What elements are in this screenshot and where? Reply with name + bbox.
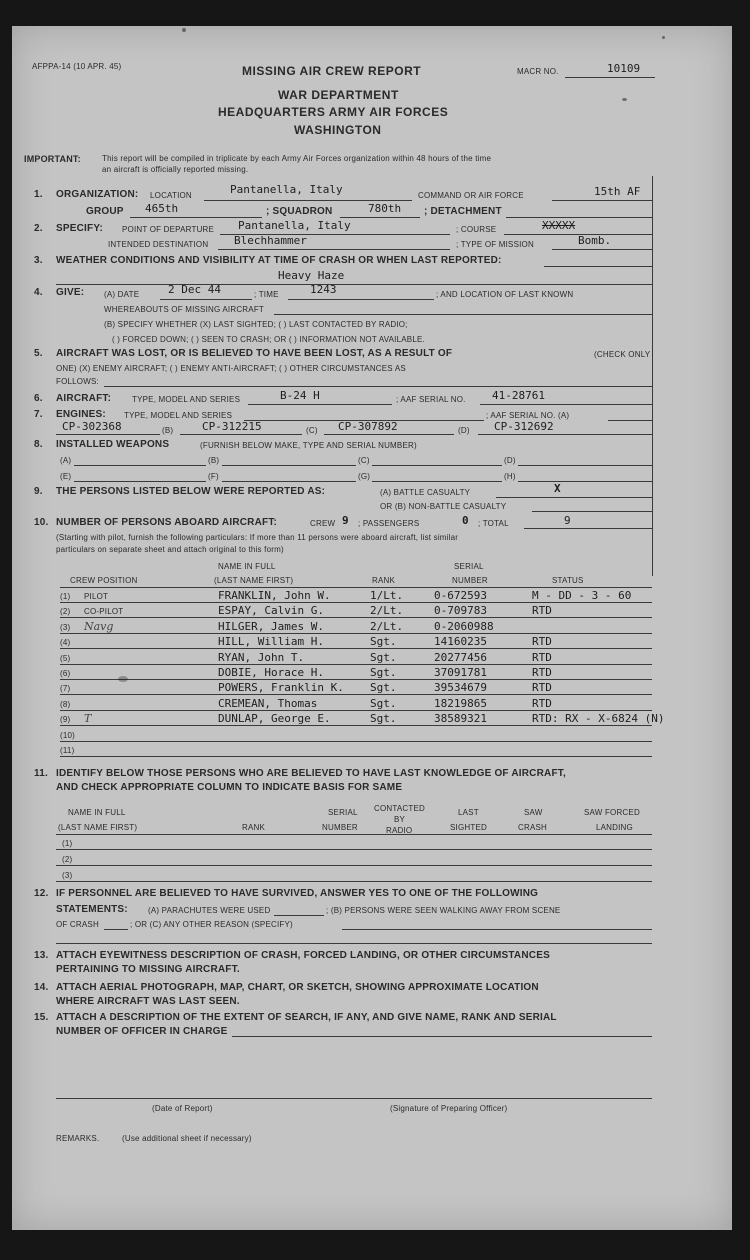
s11-row-1: (1) — [62, 839, 73, 848]
s11-row-2: (2) — [62, 855, 73, 864]
parachutes-line — [274, 915, 324, 916]
item-15-line-2: NUMBER OF OFFICER IN CHARGE — [56, 1026, 228, 1037]
officer-line — [232, 1036, 652, 1037]
engines-label: ENGINES: — [56, 409, 106, 420]
crew-row-status: RTD: RX - X-6824 (N) — [532, 712, 665, 726]
s11-header-contact-2: BY — [394, 815, 406, 824]
crew-row-rank: 2/Lt. — [370, 619, 404, 633]
crew-row-rank: Sgt. — [370, 635, 397, 649]
crew-row-name: CREMEAN, Thomas — [218, 696, 318, 710]
engine-d-serial: CP-312692 — [494, 420, 554, 433]
other-reason-line — [342, 929, 652, 930]
crew-row-rank: Sgt. — [370, 681, 397, 695]
item-12-other: ; OR (C) ANY OTHER REASON (SPECIFY) — [130, 920, 293, 929]
crew-row-position: CO-PILOT — [84, 607, 124, 617]
crew-row-name: DOBIE, Horace H. — [218, 666, 324, 679]
crew-row-serial: 0-672593 — [434, 589, 487, 602]
passengers-count: 0 — [462, 514, 469, 527]
engines-type-label: TYPE, MODEL AND SERIES — [124, 411, 233, 420]
crew-row-serial: 39534679 — [434, 681, 487, 695]
item-15-number: 15. — [34, 1012, 49, 1023]
aircraft-type-line — [248, 404, 392, 405]
battle-casualty-mark: X — [554, 482, 561, 495]
s11-header-forced-2: LANDING — [596, 823, 633, 832]
department-title: WAR DEPARTMENT — [278, 88, 399, 102]
row-line — [60, 694, 652, 695]
crew-row-name: ESPAY, Calvin G. — [218, 604, 324, 618]
destination-value: Blechhammer — [234, 234, 307, 247]
command-value: 15th AF — [594, 185, 641, 198]
crew-header-status: STATUS — [552, 576, 584, 585]
crew-header-position: CREW POSITION — [70, 576, 138, 585]
item-3-number: 3. — [34, 255, 43, 266]
give-label: GIVE: — [56, 287, 85, 298]
engine-c-label: (C) — [306, 426, 318, 435]
crew-row-no: (3) — [60, 622, 71, 632]
organization-label: ORGANIZATION: — [56, 189, 139, 200]
s11-header-name-2: (LAST NAME FIRST) — [58, 823, 138, 832]
item-13-line-2: PERTAINING TO MISSING AIRCRAFT. — [56, 964, 240, 975]
item-4-number: 4. — [34, 287, 43, 298]
battle-casualty-label: (A) BATTLE CASUALTY — [380, 488, 471, 497]
item-5-line-1: AIRCRAFT WAS LOST, OR IS BELIEVED TO HAVE BEEN LOST, AS A RESULT OF — [56, 348, 453, 359]
item-5-check-only: (CHECK ONLY — [594, 350, 651, 359]
weapon-h-line — [518, 481, 652, 482]
aircraft-type-value: B-24 H — [280, 389, 320, 402]
crash-line — [104, 929, 128, 930]
item-6-number: 6. — [34, 393, 43, 404]
crew-header-name-2: (LAST NAME FIRST) — [214, 576, 294, 585]
item-2-number: 2. — [34, 223, 43, 234]
date-label: (A) DATE — [104, 290, 140, 299]
s11-header-serial-1: SERIAL — [328, 808, 358, 817]
crew-header-name-1: NAME IN FULL — [218, 562, 276, 571]
course-value: XXXXX — [542, 219, 576, 232]
specify-label: SPECIFY: — [56, 223, 103, 234]
total-count: 9 — [564, 514, 571, 527]
battle-casualty-line — [496, 497, 652, 498]
crew-row-name: FRANKLIN, John W. — [218, 589, 331, 602]
date-line — [160, 299, 252, 300]
crew-count: 9 — [342, 514, 349, 527]
detachment-line — [506, 217, 652, 218]
forced-down-line: ( ) FORCED DOWN; ( ) SEEN TO CRASH; OR ( ) INFORMATION NOT AVAILABLE. — [112, 335, 425, 344]
crew-row-name: HILGER, James W. — [218, 619, 324, 633]
date-value: 2 Dec 44 — [168, 283, 221, 296]
important-line-2: an aircraft is officially reported missing. — [102, 165, 249, 174]
weapon-c-line — [372, 465, 502, 466]
mission-label: ; TYPE OF MISSION — [456, 240, 534, 249]
macr-number: 10109 — [607, 62, 641, 75]
item-14-number: 14. — [34, 982, 49, 993]
engine-d-label: (D) — [458, 426, 470, 435]
crew-row-no: (5) — [60, 653, 71, 663]
item-8-number: 8. — [34, 439, 43, 450]
crew-row-no: (7) — [60, 684, 71, 694]
signature-label: (Signature of Preparing Officer) — [390, 1104, 508, 1113]
item-12-crash: OF CRASH — [56, 920, 99, 929]
group-label: GROUP — [86, 206, 124, 217]
remarks-note: (Use additional sheet if necessary) — [122, 1134, 252, 1143]
other-reason-line-2 — [56, 943, 652, 944]
date-of-report-label: (Date of Report) — [152, 1104, 213, 1113]
speck — [662, 36, 665, 39]
destination-label: INTENDED DESTINATION — [108, 240, 209, 249]
item-5-number: 5. — [34, 348, 43, 359]
location-line — [204, 200, 412, 201]
non-battle-casualty-line — [532, 511, 652, 512]
location-label: LOCATION — [150, 191, 192, 200]
persons-aboard-label: NUMBER OF PERSONS ABOARD AIRCRAFT: — [56, 517, 278, 528]
item-5-line — [104, 386, 652, 387]
whereabouts-label: WHEREABOUTS OF MISSING AIRCRAFT — [104, 305, 264, 314]
row-line — [60, 679, 652, 680]
weapons-sub-label: (FURNISH BELOW MAKE, TYPE AND SERIAL NUMBER) — [200, 441, 417, 450]
engine-a-serial: CP-302368 — [62, 420, 122, 433]
row-line — [60, 664, 652, 665]
persons-reported-label: THE PERSONS LISTED BELOW WERE REPORTED AS: — [56, 486, 326, 497]
weapon-e-label: (E) — [60, 472, 72, 481]
crew-row-rank: Sgt. — [370, 666, 397, 679]
item-13-line-1: ATTACH EYEWITNESS DESCRIPTION OF CRASH, FORCED LANDING, OR OTHER CIRCUMSTANCES — [56, 950, 550, 961]
weather-line-2 — [56, 284, 652, 285]
crew-row-rank: 1/Lt. — [370, 589, 404, 602]
non-battle-casualty-label: OR (B) NON-BATTLE CASUALTY — [380, 502, 507, 511]
item-11-number: 11. — [34, 768, 48, 779]
row-line — [60, 617, 652, 618]
crew-row-name: HILL, William H. — [218, 635, 324, 649]
row-line — [60, 648, 652, 649]
crew-row-serial: 0-709783 — [434, 604, 487, 618]
whereabouts-line — [274, 314, 652, 315]
macr-line — [565, 77, 655, 78]
row-line — [60, 741, 652, 742]
engine-b-serial: CP-312215 — [202, 420, 262, 433]
crew-row-rank: Sgt. — [370, 650, 397, 664]
s11-row-3: (3) — [62, 871, 73, 880]
row-line — [60, 725, 652, 726]
crew-row-status: RTD — [532, 666, 552, 679]
weapon-d-label: (D) — [504, 456, 516, 465]
crew-row-name: DUNLAP, George E. — [218, 712, 331, 726]
persons-note-2: particulars on separate sheet and attach original to this form) — [56, 545, 284, 554]
time-value: 1243 — [310, 283, 337, 296]
item-13-number: 13. — [34, 950, 49, 961]
item-1-number: 1. — [34, 189, 43, 200]
important-line-1: This report will be compiled in triplicate by each Army Air Forces organization within 48 hours of the time — [102, 154, 492, 163]
crew-row-status: RTD — [532, 681, 552, 695]
speck — [622, 98, 627, 101]
engine-c-serial: CP-307892 — [338, 420, 398, 433]
command-label: COMMAND OR AIR FORCE — [418, 191, 524, 200]
item-15-line-1: ATTACH A DESCRIPTION OF THE EXTENT OF SEARCH, IF ANY, AND GIVE NAME, RANK AND SERIAL — [56, 1012, 557, 1023]
location-value: Pantanella, Italy — [230, 183, 343, 196]
s11-header-line — [56, 834, 652, 835]
engine-b-line — [180, 434, 302, 435]
engines-serial-label: ; AAF SERIAL NO. (A) — [486, 411, 570, 420]
crew-row-serial: 20277456 — [434, 650, 487, 664]
crew-row-rank: Sgt. — [370, 696, 397, 710]
crew-header-serial-2: NUMBER — [452, 576, 488, 585]
item-5-line-2: ONE) (X) ENEMY AIRCRAFT; ( ) ENEMY ANTI-AIRCRAFT; ( ) OTHER CIRCUMSTANCES AS — [56, 364, 406, 373]
engine-d-line — [478, 434, 652, 435]
item-14-line-2: WHERE AIRCRAFT WAS LAST SEEN. — [56, 996, 240, 1007]
destination-line — [218, 249, 450, 250]
s11-header-contact-3: RADIO — [386, 826, 413, 835]
crew-row-no: (10) — [60, 730, 76, 740]
crew-row-rank: Sgt. — [370, 712, 397, 726]
item-5-line-3: FOLLOWS: — [56, 377, 99, 386]
crew-row-no: (8) — [60, 699, 71, 709]
crew-row-serial: 14160235 — [434, 635, 487, 649]
time-label: ; TIME — [254, 290, 279, 299]
weapon-a-label: (A) — [60, 456, 72, 465]
weapon-b-line — [222, 465, 356, 466]
crew-row-serial: 0-2060988 — [434, 619, 494, 633]
time-line — [288, 299, 434, 300]
weapon-d-line — [518, 465, 652, 466]
engine-b-label: (B) — [162, 426, 174, 435]
city-title: WASHINGTON — [294, 123, 382, 137]
s11-row-2-line — [56, 865, 652, 866]
passengers-label: ; PASSENGERS — [358, 519, 420, 528]
course-label: ; COURSE — [456, 225, 497, 234]
item-10-number: 10. — [34, 517, 49, 528]
persons-note-1: (Starting with pilot, furnish the following particulars: If more than 11 persons were aboard aircraft, list similar — [56, 533, 459, 542]
s11-header-last-2: SIGHTED — [450, 823, 487, 832]
crew-row-status: M - DD - 3 - 60 — [532, 589, 632, 602]
weapon-e-line — [74, 481, 206, 482]
weapon-h-label: (H) — [504, 472, 516, 481]
item-12-parachutes: (A) PARACHUTES WERE USED — [148, 906, 271, 915]
s11-header-saw-2: CRASH — [518, 823, 548, 832]
aircraft-serial-label: ; AAF SERIAL NO. — [396, 395, 466, 404]
specify-whether-line: (B) SPECIFY WHETHER (X) LAST SIGHTED; ( ) LAST CONTACTED BY RADIO; — [104, 320, 408, 329]
remarks-label: REMARKS. — [56, 1134, 100, 1143]
crew-row-no: (6) — [60, 669, 71, 678]
macr-label: MACR NO. — [517, 67, 559, 76]
weapon-f-label: (F) — [208, 472, 219, 481]
s11-header-name-1: NAME IN FULL — [68, 808, 126, 817]
weather-label: WEATHER CONDITIONS AND VISIBILITY AT TIME OF CRASH OR WHEN LAST REPORTED: — [56, 255, 502, 266]
crew-row-name: RYAN, John T. — [218, 650, 305, 664]
crew-row-position: Navg — [84, 619, 114, 633]
aircraft-serial-value: 41-28761 — [492, 389, 545, 402]
row-line — [60, 633, 652, 634]
weapons-label: INSTALLED WEAPONS — [56, 439, 170, 450]
crew-row-status: RTD — [532, 604, 552, 618]
speck — [182, 28, 186, 32]
report-sheet — [12, 26, 732, 1230]
item-12-statements: STATEMENTS: — [56, 904, 128, 915]
crew-header-line — [60, 587, 652, 588]
mission-value: Bomb. — [578, 234, 612, 247]
engine-a-line-top — [608, 420, 652, 421]
row-line — [60, 756, 652, 757]
crew-row-status: RTD — [532, 635, 552, 649]
crew-row-name: POWERS, Franklin K. — [218, 681, 344, 695]
crew-row-no: (4) — [60, 638, 71, 648]
report-title: MISSING AIR CREW REPORT — [242, 64, 422, 78]
crew-row-status: RTD — [532, 696, 552, 710]
s11-row-1-line — [56, 849, 652, 850]
command-line — [552, 200, 652, 201]
s11-header-rank: RANK — [242, 823, 266, 832]
squadron-label: ; SQUADRON — [266, 206, 333, 217]
right-rule — [652, 176, 653, 576]
aircraft-type-label: TYPE, MODEL AND SERIES — [132, 395, 241, 404]
row-line — [60, 710, 652, 711]
item-11-line-2: AND CHECK APPROPRIATE COLUMN TO INDICATE BASIS FOR SAME — [56, 782, 403, 793]
crew-row-position: PILOT — [84, 592, 109, 601]
weapon-c-label: (C) — [358, 456, 370, 465]
crew-row-no: (1) — [60, 592, 71, 601]
form-number: AFPPA-14 (10 APR. 45) — [32, 62, 122, 71]
weather-value: Heavy Haze — [278, 269, 345, 282]
crew-header-serial-1: SERIAL — [454, 562, 484, 571]
item-7-number: 7. — [34, 409, 43, 420]
detachment-label: ; DETACHMENT — [424, 206, 502, 217]
engine-a-line — [56, 434, 160, 435]
hq-title: HEADQUARTERS ARMY AIR FORCES — [218, 105, 449, 119]
item-11-line-1: IDENTIFY BELOW THOSE PERSONS WHO ARE BELIEVED TO HAVE LAST KNOWLEDGE OF AIRCRAFT, — [56, 768, 566, 779]
item-14-line-1: ATTACH AERIAL PHOTOGRAPH, MAP, CHART, OR SKETCH, SHOWING APPROXIMATE LOCATION — [56, 982, 539, 993]
weapon-g-line — [372, 481, 502, 482]
engine-c-line — [324, 434, 454, 435]
s11-header-serial-2: NUMBER — [322, 823, 358, 832]
s11-row-3-line — [56, 881, 652, 882]
weather-line — [544, 266, 652, 267]
crew-row-serial: 18219865 — [434, 696, 487, 710]
group-value: 465th — [145, 202, 179, 215]
crew-row-no: (9) — [60, 715, 71, 725]
crew-row-no: (2) — [60, 607, 71, 617]
crew-row-rank: 2/Lt. — [370, 604, 404, 618]
item-12-number: 12. — [34, 888, 49, 899]
s11-header-last-1: LAST — [458, 808, 479, 817]
crew-label: CREW — [310, 519, 336, 528]
s11-header-forced-1: SAW FORCED — [584, 808, 640, 817]
group-line — [130, 217, 262, 218]
row-line — [60, 602, 652, 603]
squadron-line — [340, 217, 420, 218]
item-12-line-1: IF PERSONNEL ARE BELIEVED TO HAVE SURVIVED, ANSWER YES TO ONE OF THE FOLLOWING — [56, 888, 539, 899]
squadron-value: 780th — [368, 202, 402, 215]
aircraft-label: AIRCRAFT: — [56, 393, 112, 404]
crew-row-position: T — [84, 712, 92, 726]
crew-row-no: (11) — [60, 746, 75, 755]
crew-row-status: RTD — [532, 650, 552, 664]
crew-row-serial: 37091781 — [434, 666, 487, 679]
signature-line — [56, 1098, 652, 1099]
speck — [118, 676, 128, 682]
total-label: ; TOTAL — [478, 519, 509, 528]
item-9-number: 9. — [34, 486, 43, 497]
mission-line — [552, 249, 652, 250]
total-line — [524, 528, 652, 529]
departure-value: Pantanella, Italy — [238, 219, 351, 232]
important-label: IMPORTANT: — [24, 154, 81, 164]
aircraft-serial-line — [480, 404, 652, 405]
crew-header-rank: RANK — [372, 576, 396, 585]
weapon-g-label: (G) — [358, 472, 371, 481]
weapon-f-line — [222, 481, 356, 482]
crew-row-serial: 38589321 — [434, 712, 487, 726]
weapon-a-line — [74, 465, 206, 466]
departure-label: POINT OF DEPARTURE — [122, 225, 215, 234]
last-known-label: ; AND LOCATION OF LAST KNOWN — [436, 290, 574, 299]
weapon-b-label: (B) — [208, 456, 220, 465]
s11-header-contact-1: CONTACTED — [374, 804, 425, 813]
s11-header-saw-1: SAW — [524, 808, 543, 817]
item-12-walking: ; (B) PERSONS WERE SEEN WALKING AWAY FROM SCENE — [326, 906, 561, 915]
